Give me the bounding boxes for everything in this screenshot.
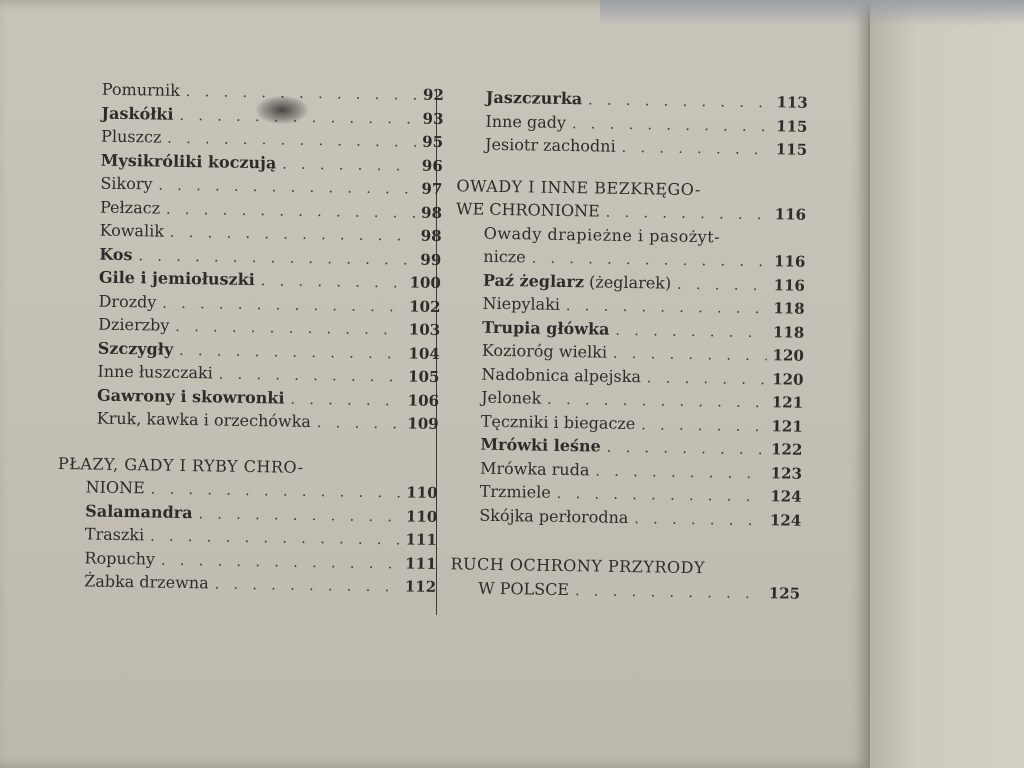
entry-title [99,266,255,291]
leader-dots [175,316,403,343]
entry-title [84,546,155,570]
entry-title-text: Niepylaki [482,293,561,314]
entry-title [481,409,636,434]
page-number: 104 [408,343,440,363]
page-number: 120 [772,346,804,365]
section-heading-line2: WE CHRONIONE [455,199,600,221]
page-number: 96 [421,156,443,175]
page-number: 103 [408,320,441,339]
entry-title-text: Żabka drzewna [84,571,209,593]
toc-right-entries-a [457,85,808,161]
leader-dots [179,104,416,131]
entry-title-text: Jaskółki [101,103,174,124]
entry-title [97,407,312,433]
leader-dots [166,198,415,225]
leader-dots [282,153,416,178]
page-number: 115 [775,140,808,159]
entry-title [99,242,133,266]
page-number: 123 [770,463,803,483]
leader-dots [634,508,764,533]
leader-dots [158,175,415,202]
section-heading-line1: PŁAZY, GADY I RYBY CHRO- [57,453,304,477]
subsection-line2: nicze [483,246,526,267]
entry-title [97,360,213,385]
toc-left-column [56,77,444,598]
entry-title [485,133,616,158]
page-number: 118 [773,299,805,318]
leader-dots [588,89,771,115]
background-shadow [600,0,1024,26]
leader-dots [615,319,767,344]
entry-title-text: Pomurnik [101,79,181,100]
page-number: 106 [407,390,440,410]
toc-right-entries-b [451,268,805,532]
entry-title-text: Drozdy [98,291,157,312]
entry-title [101,125,162,149]
entry-title-text: Pełzacz [99,197,161,218]
entry-title-text: Traszki [84,524,145,545]
toc-left-entries-a [59,77,444,435]
leader-dots [677,273,768,297]
entry-title [483,268,672,294]
right-book-page [868,0,1024,768]
entry-title-text: Dzierzby [98,314,170,335]
page-number: 111 [405,553,437,573]
entry-title [102,78,180,102]
page-number: 124 [770,487,802,506]
entry-title-text: Nadobnica alpejska [481,364,642,386]
entry-title-text: Tęczniki i biegacze [480,411,636,433]
leader-dots [575,580,763,606]
page-number: 121 [771,416,803,436]
entry-title [480,456,590,481]
page-number: 116 [774,205,807,224]
entry-title-text: Szczygły [97,338,174,359]
entry-title-extra: (żeglarek) [583,271,672,293]
entry-title-text: Inne gady [485,111,567,132]
entry-title-text: Skójka perłorodna [479,505,629,527]
entry-title-text: Pluszcz [100,126,162,147]
page-number: 112 [404,577,437,596]
entry-title [100,195,160,219]
page-number: 98 [420,226,442,245]
page-number: 121 [771,393,804,412]
page-number: 111 [405,530,437,549]
page-number: 122 [770,440,803,459]
entry-title [479,503,628,528]
entry-title [100,172,152,196]
page-number: 110 [405,506,438,526]
entry-title [481,362,641,388]
entry-title-text: Trupia główka [482,317,610,339]
leader-dots [641,414,766,439]
entry-title [481,386,541,410]
entry-title-text: Kos [99,244,133,264]
entry-title-text: Sikory [100,173,153,194]
leader-dots [170,222,415,249]
entry-title [101,148,277,174]
entry-title [480,480,551,504]
leader-dots [198,503,400,529]
entry-title [98,336,174,360]
entry-title-text: Jelonek [481,387,542,408]
entry-title-text: Mrówka ruda [479,458,590,479]
entry-title [84,569,209,594]
entry-title-text: Jesiotr zachodni [484,134,616,156]
section-heading-line1: OWADY I INNE BEZKRĘGO- [456,175,702,199]
entry-title-text: Paź żeglarz [482,270,585,291]
page-number: 125 [768,583,801,603]
leader-dots [186,81,417,108]
entry-title [482,315,610,340]
subsection-line1: Owady drapieżne i pasożyt- [483,223,721,246]
page-number: 115 [776,116,808,136]
entry-title [85,499,193,524]
entry-title-text: Gawrony i skowronki [96,385,285,408]
entry-title [99,219,164,243]
entry-title [485,109,566,133]
entry-title [98,289,156,313]
entry-title-text: Mrówki leśne [480,434,601,456]
leader-dots [317,412,402,436]
toc-left-entries-b [56,498,437,598]
entry-title-text: Kruk, kawka i orzechówka [96,408,312,431]
leader-dots [162,292,403,319]
leader-dots [261,270,404,295]
page-number: 110 [406,483,438,502]
page-number: 105 [407,367,440,386]
entry-title-text: Trzmiele [479,481,551,502]
entry-title [486,86,583,111]
leader-dots [214,573,398,599]
section-heading-line2: W POLSCE [478,578,570,599]
entry-title [482,292,560,316]
page-number: 118 [772,322,805,342]
entry-title-text: Kowalik [99,220,165,241]
section-heading-line2: NIONE [85,477,145,498]
leader-dots [647,367,767,392]
entry-title [480,433,601,458]
entry-title-text: Jaszczurka [485,87,583,109]
page-number: 98 [420,203,443,222]
leader-dots [621,137,769,162]
page-number: 116 [773,275,806,295]
entry-title [482,339,608,364]
entry-title-text: Mysikróliki koczują [100,150,277,172]
page-number: 92 [422,85,444,105]
entry-title-text: Gile i jemiołuszki [98,267,255,290]
entry-title [101,101,173,125]
entry-title [97,383,285,409]
page-number: 93 [422,109,444,128]
page-number: 95 [422,132,444,152]
entry-title [85,522,145,546]
leader-dots [150,525,400,552]
page-number: 99 [420,250,442,269]
page-number: 120 [772,369,804,389]
entry-title-text: Ropuchy [84,547,156,569]
page-number: 109 [407,414,439,433]
toc-right-column [450,85,808,604]
entry-title-text: Kozioróg wielki [481,340,608,362]
page-number: 113 [776,93,808,112]
entry-title-text: Inne łuszczaki [97,361,213,383]
page-number: 124 [769,510,802,530]
leader-dots [607,437,766,462]
page-number: 100 [409,273,442,292]
entry-title-text: Salamandra [85,500,193,522]
page-number: 97 [421,179,443,199]
entry-title [98,313,170,337]
page-number: 102 [409,296,441,316]
leader-dots [595,460,765,486]
page-number: 116 [773,252,806,271]
section-heading-line1: RUCH OCHRONY PRZYRODY [450,554,706,578]
